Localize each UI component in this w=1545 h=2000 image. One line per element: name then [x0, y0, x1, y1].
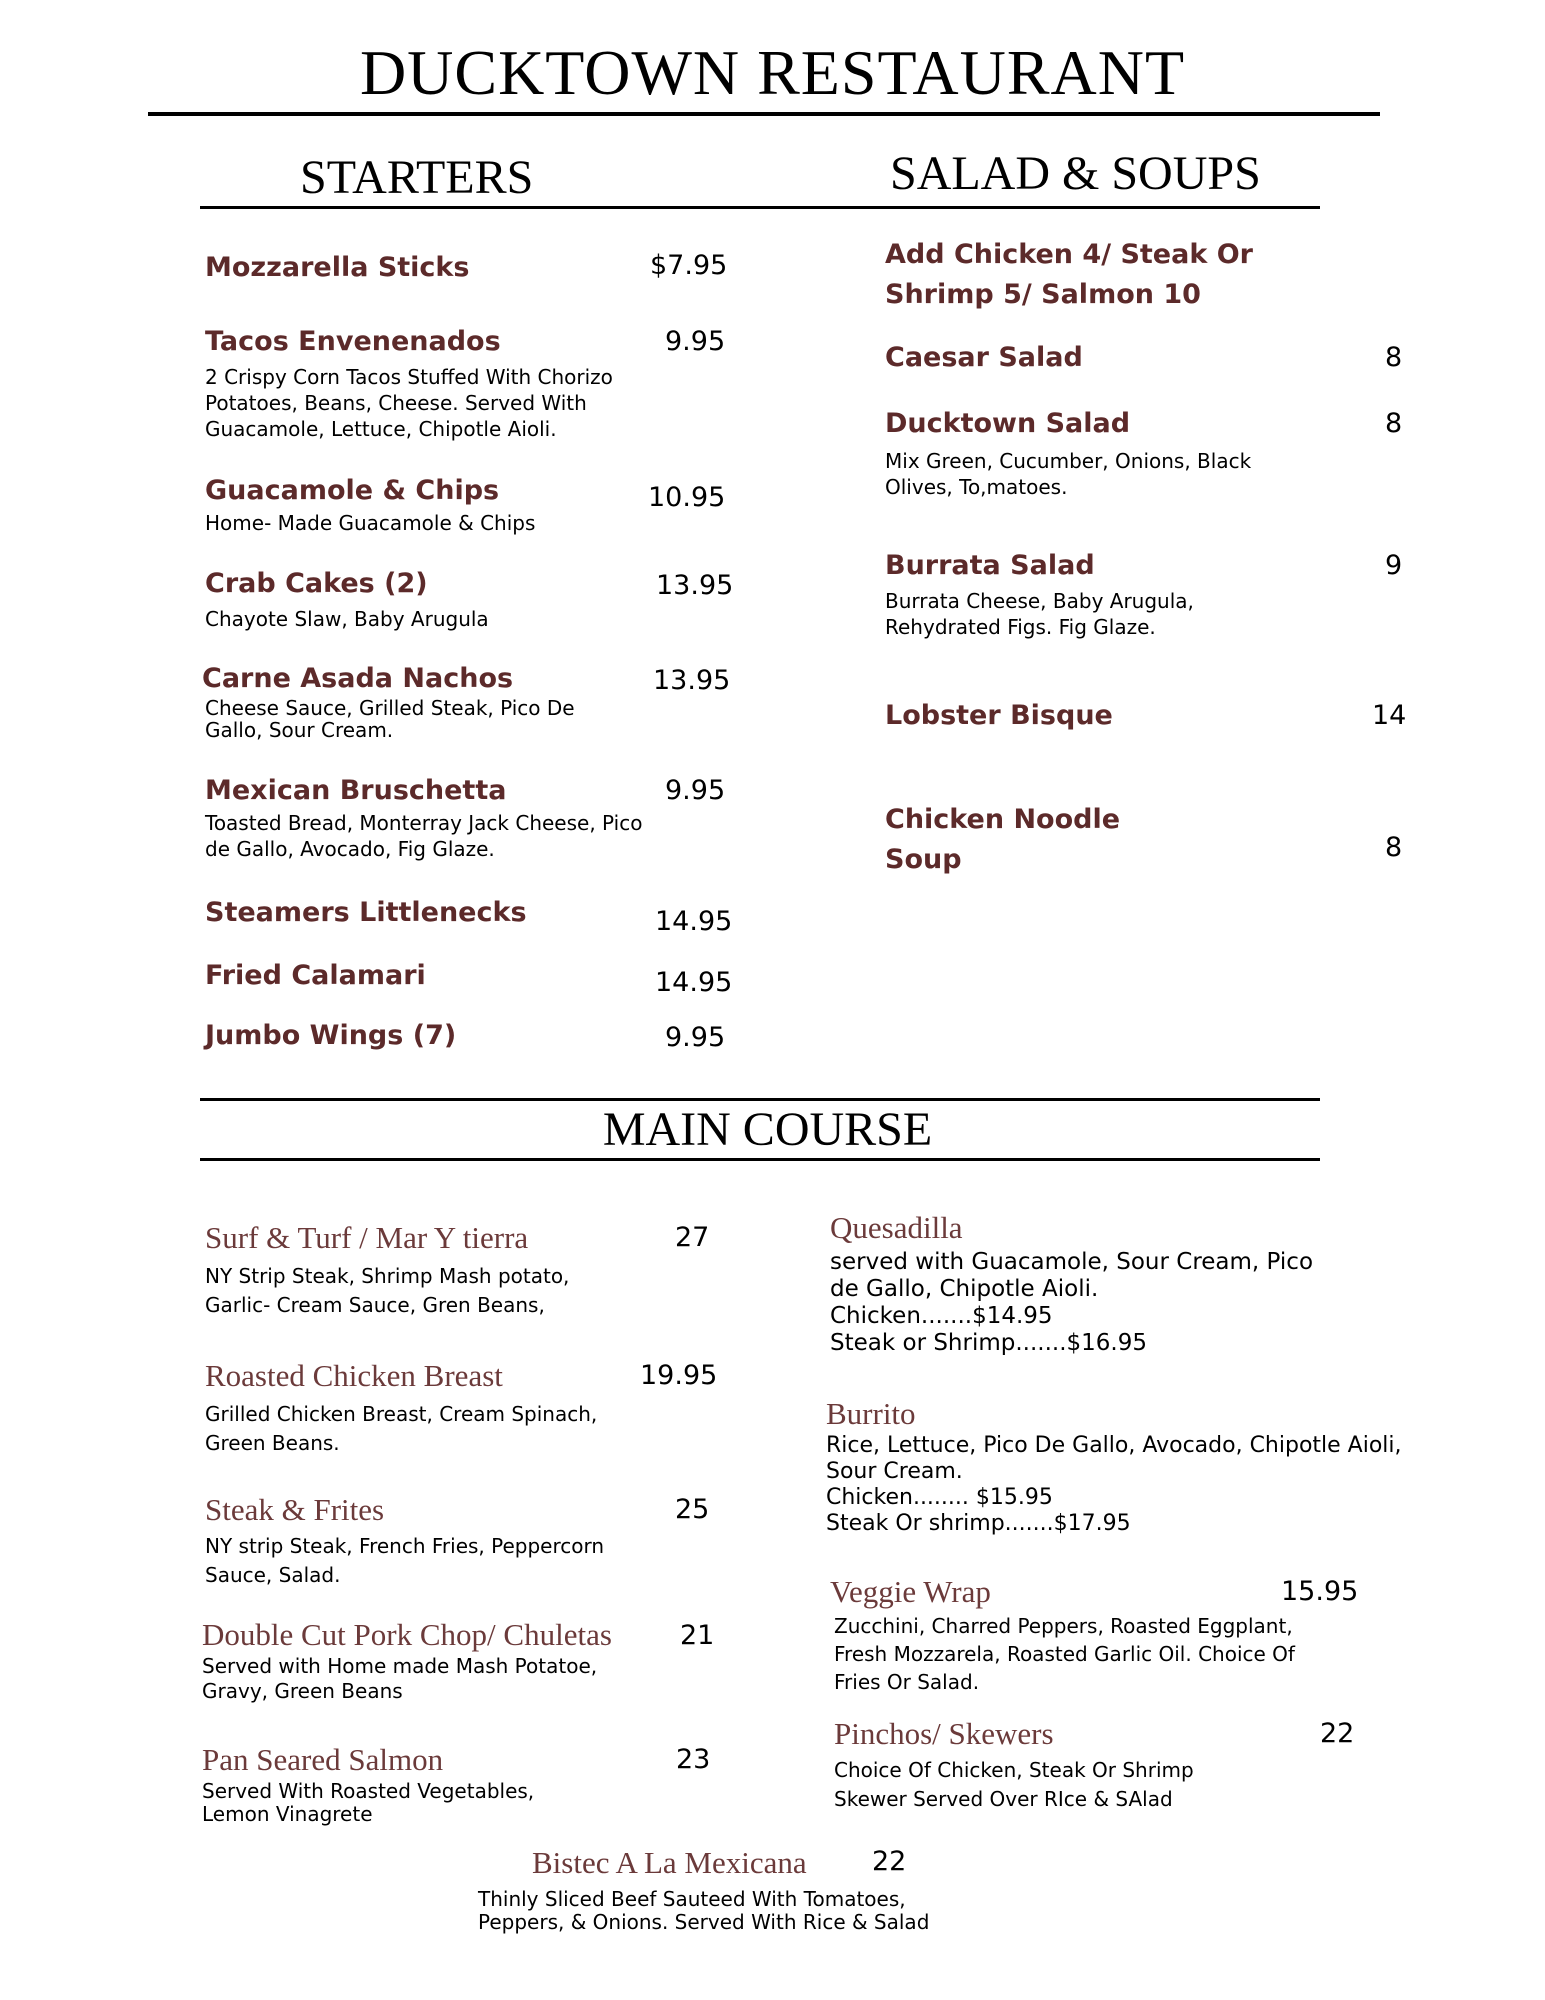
salad-price: 9 — [1385, 550, 1403, 581]
starter-name: Jumbo Wings (7) — [205, 1020, 457, 1051]
add-protein-note: Add Chicken 4/ Steak Or Shrimp 5/ Salmon 10 — [885, 239, 1253, 310]
main-item-description: Rice, Lettuce, Pico De Gallo, Avocado, Chipotle Aioli, Sour Cream. Chicken........ $15.95 Steak Or shrimp.......$17.95 — [826, 1433, 1402, 1536]
starter-price: 13.95 — [653, 665, 731, 696]
main-item-name: Roasted Chicken Breast — [205, 1358, 503, 1393]
starter-name: Guacamole & Chips — [205, 475, 500, 506]
restaurant-title: DUCKTOWN RESTAURANT — [359, 37, 1186, 108]
main-item-price: 23 — [676, 1744, 711, 1775]
salad-name: Burrata Salad — [885, 550, 1095, 581]
sections-divider — [200, 206, 1320, 209]
main-item-description: Served with Home made Mash Potatoe, Gravy, Green Beans — [202, 1654, 598, 1703]
starter-name: Mexican Bruschetta — [205, 775, 507, 806]
main-item-name: Veggie Wrap — [830, 1574, 991, 1609]
main-item-name: Surf & Turf / Mar Y tierra — [205, 1220, 529, 1255]
starter-name: Crab Cakes (2) — [205, 568, 428, 599]
main-item-description: Zucchini, Charred Peppers, Roasted Eggplant, Fresh Mozzarela, Roasted Garlic Oil. Choice Of Fries Or Salad. — [834, 1614, 1295, 1694]
salad-price: 8 — [1385, 342, 1403, 373]
starter-name: Tacos Envenenados — [205, 326, 501, 357]
starter-price: 13.95 — [656, 570, 734, 601]
main-item-name: Double Cut Pork Chop/ Chuletas — [202, 1617, 612, 1652]
main-item-description: Served With Roasted Vegetables, Lemon Vinagrete — [202, 1779, 535, 1826]
salad-description: Mix Green, Cucumber, Onions, Black Olives, To,matoes. — [885, 449, 1252, 499]
salads-soups-heading: SALAD & SOUPS — [890, 147, 1261, 200]
starter-description: 2 Crispy Corn Tacos Stuffed With Chorizo Potatoes, Beans, Cheese. Served With Guacamole, Lettuce, Chipotle Aioli. — [205, 365, 613, 441]
starter-description: Home- Made Guacamole & Chips — [205, 511, 536, 535]
starter-description: Chayote Slaw, Baby Arugula — [205, 607, 489, 631]
main-item-description: Choice Of Chicken, Steak Or Shrimp Skewer Served Over RIce & SAlad — [834, 1758, 1194, 1811]
starter-price: 9.95 — [665, 326, 726, 357]
main-item-name: Pan Seared Salmon — [202, 1742, 444, 1777]
main-item-name: Steak & Frites — [205, 1492, 385, 1527]
soup-price: 14 — [1372, 700, 1407, 731]
main-item-description: served with Guacamole, Sour Cream, Pico de Gallo, Chipotle Aioli. Chicken.......$14.95 Steak or Shrimp.......$16.95 — [830, 1249, 1314, 1356]
starter-description: Toasted Bread, Monterray Jack Cheese, Pico de Gallo, Avocado, Fig Glaze. — [205, 811, 643, 861]
main-item-description: NY Strip Steak, Shrimp Mash potato, Garlic- Cream Sauce, Gren Beans, — [205, 1264, 570, 1317]
main-item-name: Burrito — [826, 1396, 916, 1431]
main-item-description: Thinly Sliced Beef Sauteed With Tomatoes, Peppers, & Onions. Served With Rice & Salad — [478, 1887, 930, 1934]
soup-name: Chicken Noodle Soup — [885, 804, 1121, 875]
main-item-price: 22 — [872, 1846, 907, 1877]
soup-name: Lobster Bisque — [885, 700, 1113, 731]
salad-name: Ducktown Salad — [885, 408, 1131, 439]
main-item-price: 19.95 — [640, 1360, 718, 1391]
main-item-name: Pinchos/ Skewers — [834, 1716, 1054, 1751]
main-item-name: Quesadilla — [830, 1210, 963, 1245]
salad-description: Burrata Cheese, Baby Arugula, Rehydrated Figs. Fig Glaze. — [885, 589, 1194, 639]
starter-price: $7.95 — [650, 250, 728, 281]
starter-description: Cheese Sauce, Grilled Steak, Pico De Gallo, Sour Cream. — [205, 696, 575, 742]
main-item-description: Grilled Chicken Breast, Cream Spinach, Green Beans. — [205, 1402, 598, 1455]
starter-price: 14.95 — [655, 967, 733, 998]
soup-price: 8 — [1385, 832, 1403, 863]
main-item-description: NY strip Steak, French Fries, Peppercorn Sauce, Salad. — [205, 1534, 605, 1587]
salad-price: 8 — [1385, 408, 1403, 439]
salad-name: Caesar Salad — [885, 342, 1083, 373]
main-item-name: Bistec A La Mexicana — [532, 1845, 807, 1880]
main-course-heading: MAIN COURSE — [602, 1103, 933, 1156]
starter-price: 9.95 — [665, 1022, 726, 1053]
main-course-bottom-divider — [200, 1158, 1320, 1161]
starter-name: Mozzarella Sticks — [205, 252, 470, 283]
starters-heading: STARTERS — [300, 151, 534, 204]
starter-price: 10.95 — [648, 482, 726, 513]
starter-name: Carne Asada Nachos — [202, 663, 514, 694]
starter-price: 9.95 — [665, 775, 726, 806]
main-item-price: 15.95 — [1281, 1576, 1359, 1607]
main-item-price: 22 — [1320, 1718, 1355, 1749]
title-divider — [148, 112, 1380, 116]
starter-price: 14.95 — [655, 906, 733, 937]
main-item-price: 21 — [680, 1620, 715, 1651]
main-item-price: 25 — [675, 1494, 710, 1525]
main-course-top-divider — [200, 1098, 1320, 1101]
starter-name: Steamers Littlenecks — [205, 897, 527, 928]
starter-name: Fried Calamari — [205, 960, 426, 991]
main-item-price: 27 — [675, 1222, 710, 1253]
